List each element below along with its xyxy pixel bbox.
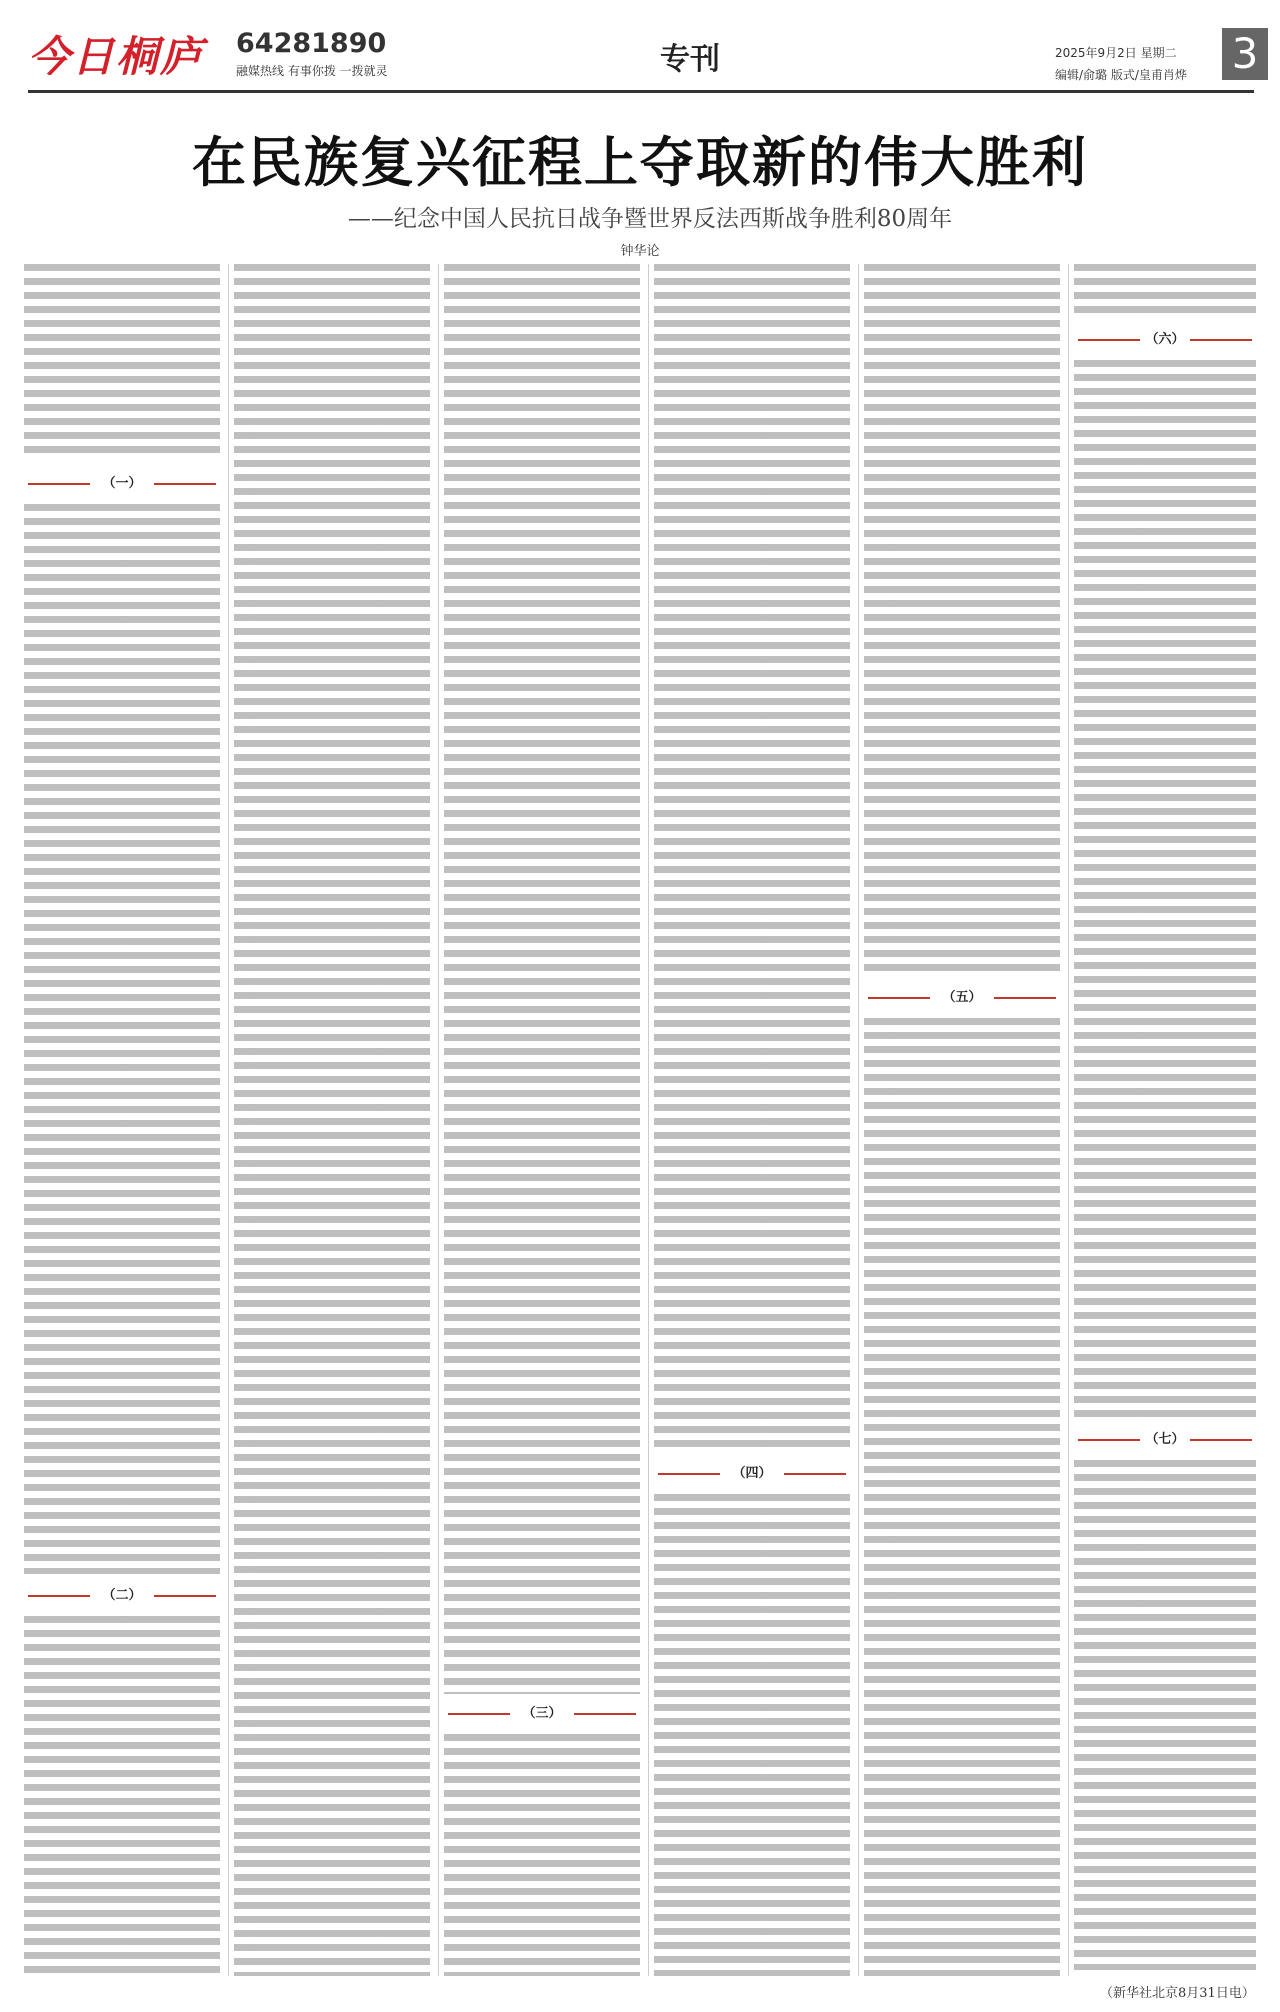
column-6 <box>1074 264 1256 1976</box>
section-name: 专刊 <box>660 42 720 77</box>
article-body <box>24 264 1256 1976</box>
column-2 <box>234 264 430 1976</box>
paragraph-lines <box>24 264 220 460</box>
paragraph-lines <box>654 1494 850 1976</box>
column-4 <box>654 264 850 1976</box>
paragraph-lines <box>24 1616 220 1976</box>
hotline-slogan: 融媒热线 有事你拨 一拨就灵 <box>236 64 388 78</box>
issue-date: 2025年9月2日 星期二 <box>1055 46 1177 60</box>
editor-credits: 编辑/俞璐 版式/皇甫肖烨 <box>1055 68 1187 82</box>
section-header-2: （二） <box>24 1586 220 1606</box>
masthead <box>0 0 1280 92</box>
column-divider <box>228 264 229 1976</box>
newspaper-logo: 今日桐庐 <box>28 32 205 81</box>
headline: 在民族复兴征程上夺取新的伟大胜利 <box>192 131 1088 194</box>
news-agency-credit: （新华社北京8月31日电） <box>1100 1986 1255 2001</box>
page-number: 3 <box>1222 28 1268 80</box>
masthead-rule <box>28 90 1254 93</box>
paragraph-lines <box>1074 264 1256 320</box>
section-header-7: （七） <box>1074 1430 1256 1450</box>
column-1 <box>24 264 220 1976</box>
paragraph-lines <box>234 1664 430 1976</box>
section-header-5: （五） <box>864 988 1060 1008</box>
section-header-1: （一） <box>24 474 220 494</box>
column-5 <box>864 264 1060 1976</box>
byline: 钟华论 <box>620 244 660 259</box>
paragraph-lines <box>1074 1460 1256 1970</box>
section-header-3: （三） <box>444 1704 640 1724</box>
paragraph-lines <box>654 264 850 1452</box>
paragraph-lines <box>1074 360 1256 1420</box>
column-divider <box>648 264 649 1976</box>
paragraph-lines <box>444 264 640 1694</box>
paragraph-lines <box>864 1018 1060 1976</box>
hotline-number: 64281890 <box>236 28 387 59</box>
paragraph-lines <box>24 504 220 1574</box>
column-divider <box>438 264 439 1976</box>
section-header-6: （六） <box>1074 330 1256 350</box>
paragraph-lines <box>444 1734 640 1976</box>
section-header-4: （四） <box>654 1464 850 1484</box>
column-3 <box>444 264 640 1976</box>
column-divider <box>858 264 859 1976</box>
subtitle: ——纪念中国人民抗日战争暨世界反法西斯战争胜利80周年 <box>347 206 953 232</box>
column-divider <box>1068 264 1069 1976</box>
paragraph-lines <box>234 264 430 1664</box>
paragraph-lines <box>864 264 1060 976</box>
